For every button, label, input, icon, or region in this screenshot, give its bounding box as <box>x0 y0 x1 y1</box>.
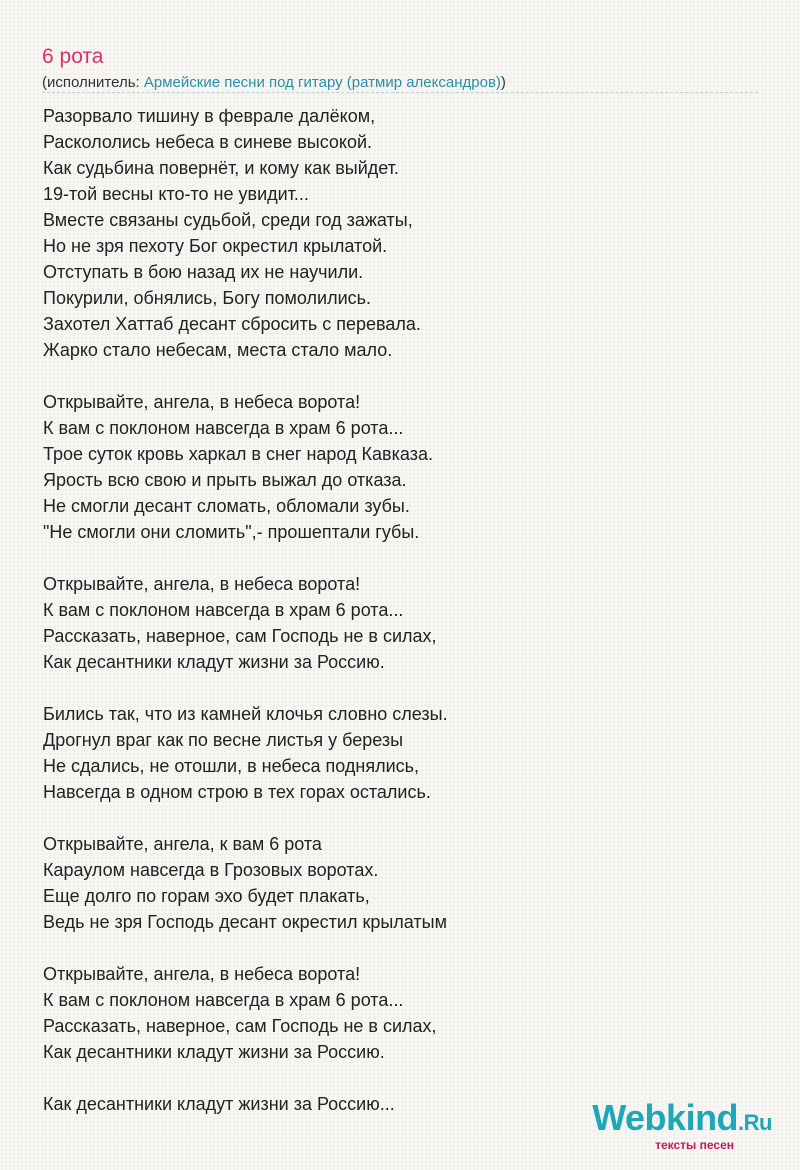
performer-prefix: (исполнитель: <box>42 74 144 91</box>
song-title: 6 рота <box>42 45 104 68</box>
lyrics-line: Открывайте, ангела, в небеса ворота! <box>43 964 361 984</box>
watermark-brand-main: Webkind <box>592 1097 739 1138</box>
lyrics-body <box>43 103 758 1117</box>
lyrics-line: Открывайте, ангела, в небеса ворота! <box>43 392 361 412</box>
lyrics-line: Открывайте, ангела, в небеса ворота! <box>43 574 361 594</box>
performer-link[interactable]: Армейские песни под гитару (ратмир александров) <box>143 74 501 91</box>
lyrics-line: Рассказать, наверное, сам Господь не в силах, <box>43 1016 437 1036</box>
lyrics-line: Вместе связаны судьбой, среди год зажаты, <box>43 210 413 230</box>
watermark-brand <box>592 1097 772 1141</box>
lyrics-line: К вам с поклоном навсегда в храм 6 рота... <box>43 990 404 1010</box>
lyrics-stanza <box>43 961 758 1065</box>
lyrics-line: Ведь не зря Господь десант окрестил крылатым <box>43 912 447 932</box>
lyrics-line: К вам с поклоном навсегда в храм 6 рота... <box>43 418 404 438</box>
lyrics-stanza <box>43 103 758 363</box>
lyrics-line: Дрогнул враг как по весне листья у березы <box>43 730 404 750</box>
lyrics-line: 19-той весны кто-то не увидит... <box>43 184 309 204</box>
performer-suffix: ) <box>500 74 506 91</box>
lyrics-line: Жарко стало небесам, места стало мало. <box>43 340 393 360</box>
lyrics-line: Захотел Хаттаб десант сбросить с перевала. <box>43 314 421 334</box>
lyrics-line: Не смогли десант сломать, обломали зубы. <box>43 496 410 516</box>
lyrics-line: Покурили, обнялись, Богу помолились. <box>43 288 372 308</box>
lyrics-line: К вам с поклоном навсегда в храм 6 рота... <box>43 600 404 620</box>
lyrics-line: Отступать в бою назад их не научили. <box>43 262 364 282</box>
lyrics-stanza <box>43 831 758 935</box>
lyrics-line: Разорвало тишину в феврале далёком, <box>43 106 376 126</box>
lyrics-line: Как десантники кладут жизни за Россию... <box>43 1094 395 1114</box>
header-divider <box>42 92 758 93</box>
song-header <box>42 44 758 93</box>
watermark-logo <box>592 1097 772 1152</box>
lyrics-line: Трое суток кровь харкал в снег народ Кавказа. <box>43 444 433 464</box>
lyrics-line: Еще долго по горам эхо будет плакать, <box>43 886 370 906</box>
lyrics-line: Не сдались, не отошли, в небеса поднялись, <box>43 756 420 776</box>
lyrics-line: Навсегда в одном строю в тех горах остались. <box>43 782 431 802</box>
lyrics-line: Ярость всю свою и прыть выжал до отказа. <box>43 470 407 490</box>
lyrics-line: Как десантники кладут жизни за Россию. <box>43 1042 385 1062</box>
lyrics-line: "Не смогли они сломить",- прошептали губы. <box>43 522 420 542</box>
lyrics-line: Раскололись небеса в синеве высокой. <box>43 132 373 152</box>
lyrics-line: Бились так, что из камней клочья словно слезы. <box>43 704 448 724</box>
lyrics-stanza <box>43 571 758 675</box>
lyrics-stanza <box>43 389 758 545</box>
watermark-brand-tld: .Ru <box>738 1110 772 1135</box>
lyrics-line: Открывайте, ангела, к вам 6 рота <box>43 834 322 854</box>
lyrics-line: Рассказать, наверное, сам Господь не в силах, <box>43 626 437 646</box>
lyrics-line: Как судьбина повернёт, и кому как выйдет. <box>43 158 399 178</box>
lyrics-line: Караулом навсегда в Грозовых воротах. <box>43 860 379 880</box>
watermark-tagline: тексты песен <box>655 1138 734 1152</box>
lyrics-stanza <box>43 701 758 805</box>
lyrics-line: Как десантники кладут жизни за Россию. <box>43 652 385 672</box>
performer-line <box>42 73 758 93</box>
lyrics-line: Но не зря пехоту Бог окрестил крылатой. <box>43 236 388 256</box>
